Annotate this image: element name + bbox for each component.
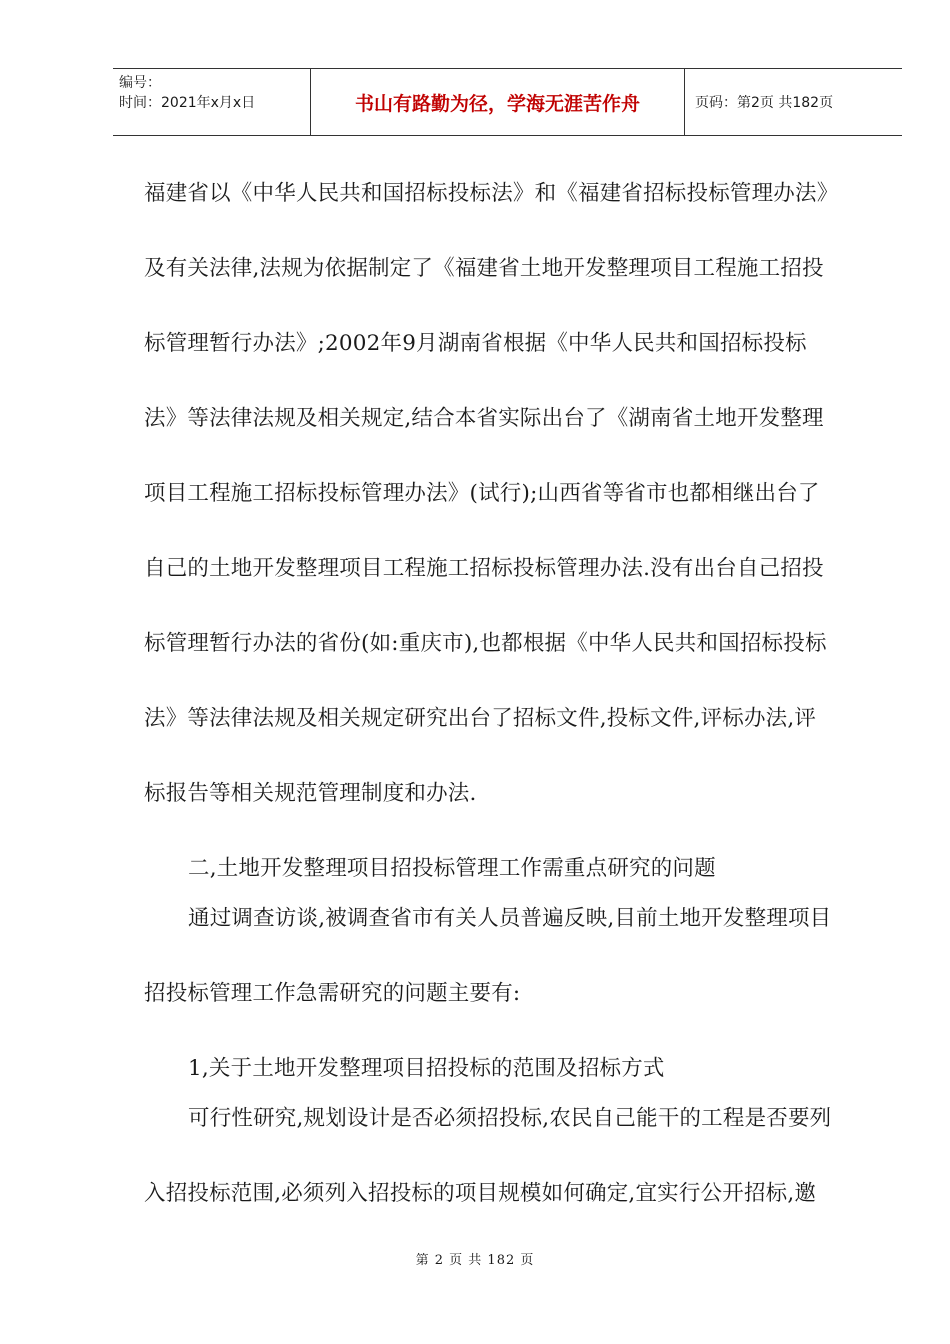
header-number-label: 编号： bbox=[119, 75, 161, 91]
section-heading: 二,土地开发整理项目招投标管理工作需重点研究的问题 bbox=[188, 856, 716, 881]
page-header bbox=[113, 68, 902, 136]
body-line: 自己的土地开发整理项目工程施工招标投标管理办法.没有出台自己招投 bbox=[144, 556, 824, 581]
header-motto: 书山有路勤为径，学海无涯苦作舟 bbox=[311, 69, 685, 135]
body-line: 法》等法律法规及相关规定,结合本省实际出台了《湖南省土地开发整理 bbox=[144, 406, 824, 431]
body-line: 通过调查访谈,被调查省市有关人员普遍反映,目前土地开发整理项目 bbox=[188, 906, 832, 931]
body-line: 可行性研究,规划设计是否必须招投标,农民自己能干的工程是否要列 bbox=[188, 1106, 832, 1131]
page-footer: 第 2 页 共 182 页 bbox=[415, 1253, 535, 1268]
body-line: 标报告等相关规范管理制度和办法. bbox=[144, 781, 477, 806]
body-line: 标管理暂行办法》;2002年9月湖南省根据《中华人民共和国招标投标 bbox=[144, 331, 807, 356]
body-line: 及有关法律,法规为依据制定了《福建省土地开发整理项目工程施工招投 bbox=[144, 256, 824, 281]
body-line: 项目工程施工招标投标管理办法》(试行);山西省等省市也都相继出台了 bbox=[144, 481, 820, 506]
header-page-info: 页码：第2页 共182页 bbox=[695, 95, 834, 111]
body-line: 标管理暂行办法的省份(如:重庆市),也都根据《中华人民共和国招标投标 bbox=[144, 631, 827, 656]
document-body bbox=[144, 165, 874, 1240]
body-line: 入招投标范围,必须列入招投标的项目规模如何确定,宜实行公开招标,邀 bbox=[144, 1181, 817, 1206]
subsection-heading: 1,关于土地开发整理项目招投标的范围及招标方式 bbox=[188, 1056, 665, 1081]
body-line: 招投标管理工作急需研究的问题主要有: bbox=[144, 981, 521, 1006]
header-time-label: 时间：2021年x月x日 bbox=[119, 95, 256, 111]
body-line: 福建省以《中华人民共和国招标投标法》和《福建省招标投标管理办法》 bbox=[144, 181, 839, 206]
header-meta-cell bbox=[113, 69, 311, 135]
body-line: 法》等法律法规及相关规定研究出台了招标文件,投标文件,评标办法,评 bbox=[144, 706, 817, 731]
